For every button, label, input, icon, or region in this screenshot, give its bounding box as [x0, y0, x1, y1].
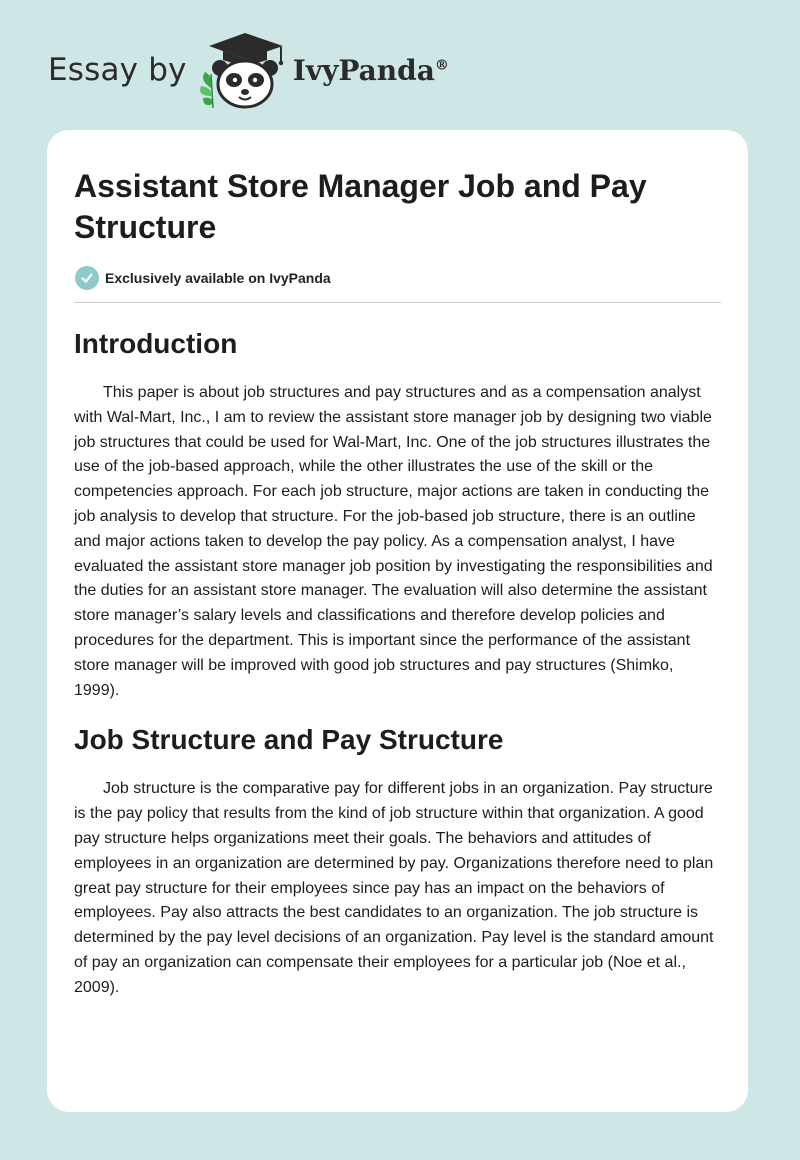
checkmark-icon	[75, 266, 99, 290]
site-header	[48, 30, 449, 110]
section-paragraph: This paper is about job structures and pay structures and as a compensation analyst with Wal-Mart, Inc., I am to review the assistant store manager job by designing two viable job structures that could be used for Wal-Mart, Inc. One of the job structures illustrates the use of the job-based approach, while the other illustrates the use of the skill or the competencies approach. For each job structure, major actions are taken in conducting the job analysis to develop that structure. For the job-based job structure, there is an outline and major actions taken to develop the pay policy. As a compensation analyst, I have evaluated the assistant store manager job position by investigating the responsibilities and the duties for an assistant store manager. The evaluation will also determine the assistant store manager’s salary levels and classifications and therefore develop policies and procedures for the department. This is important since the performance of the assistant store manager will be improved with good job structures and pay structures (Shimko, 1999).	[74, 384, 713, 699]
brand-name-text: IvyPanda	[292, 53, 435, 87]
section-heading: Job Structure and Pay Structure	[74, 724, 504, 756]
exclusive-badge	[74, 266, 721, 303]
article-title: Assistant Store Manager Job and Pay Structure	[74, 168, 647, 245]
panda-logo-icon[interactable]	[197, 30, 291, 110]
exclusive-badge-text: Exclusively available on IvyPanda	[105, 270, 331, 286]
registered-mark: ®	[434, 57, 449, 74]
section-job-structure	[74, 723, 721, 1000]
article-card	[47, 130, 748, 1112]
section-introduction	[74, 327, 721, 703]
essay-by-label: Essay by	[48, 52, 187, 88]
brand-name[interactable]	[293, 54, 449, 87]
section-heading: Introduction	[74, 328, 238, 359]
section-paragraph: Job structure is the comparative pay for different jobs in an organization. Pay structure is the pay policy that results from the kind of job structure within that organization. A good pay structure helps organizations meet their goals. The behaviors and attitudes of employees in an organization are determined by pay. Organizations therefore need to plan great pay structure for their employees since pay has an impact on the behaviors of employees. Pay also attracts the best candidates to an organization. The job structure is determined by the pay level decisions of an organization. Pay level is the standard amount of pay an organization can compensate their employees for a particular job (Noe et al., 2009).	[74, 780, 714, 996]
